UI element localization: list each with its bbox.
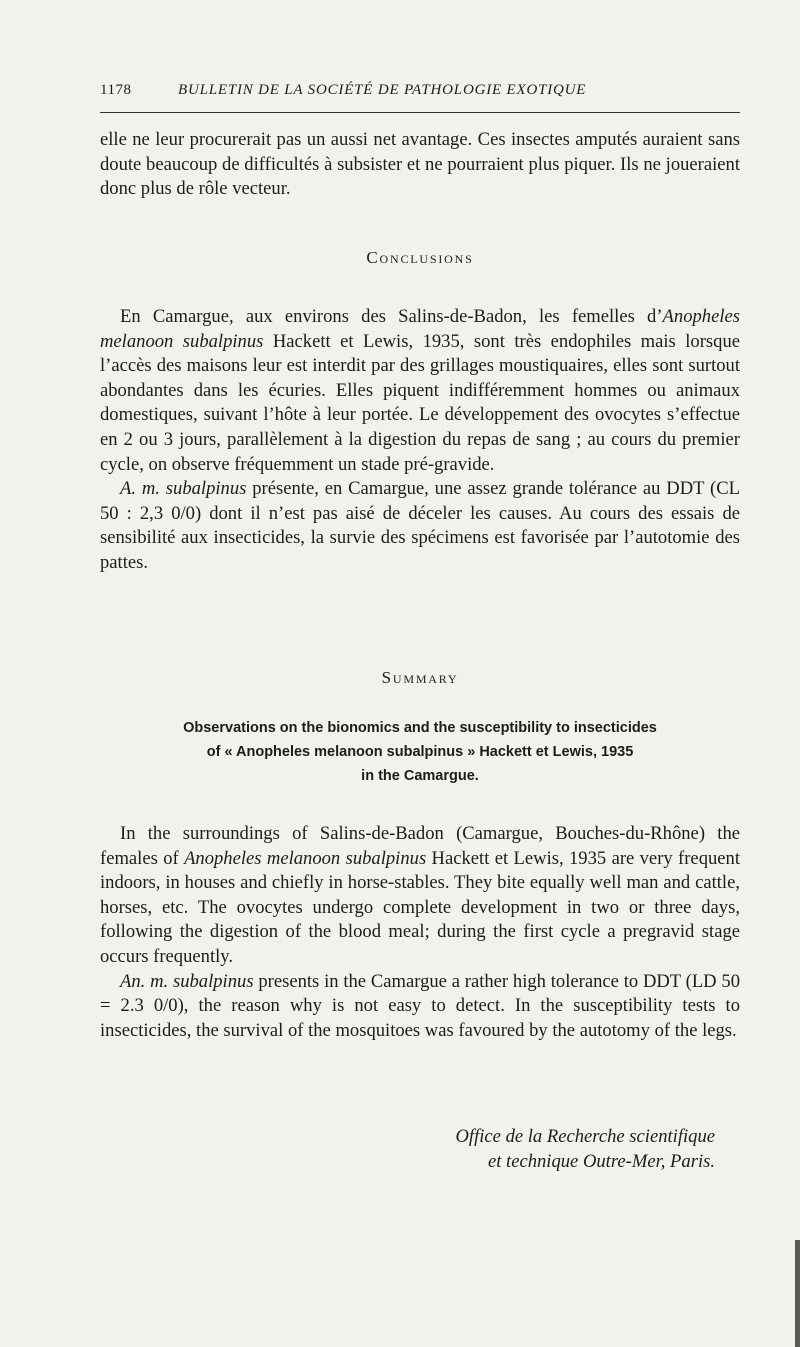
conclusions-paragraph-1 [100, 305, 740, 477]
intro-text: elle ne leur procurerait pas un aussi net avantage. Ces insectes amputés auraient sans doute beaucoup de difficultés à subsister et ne pourraient plus piquer. Ils ne joueraient donc plus de rôle vecteur. [100, 129, 740, 200]
affiliation-line-2: et technique Outre-Mer, Paris. [487, 1150, 715, 1172]
summary-title-line: Observations on the bionomics and the susceptibility to insecticides [183, 720, 657, 736]
summary-title-line: of « Anopheles melanoon subalpinus » Hackett et Lewis, 1935 [206, 744, 634, 760]
summary-heading: Summary [381, 668, 459, 687]
species-name: A. m. subalpinus [120, 478, 247, 500]
journal-title: BULLETIN DE LA SOCIÉTÉ DE PATHOLOGIE EXOTIQUE [178, 82, 587, 98]
running-header [100, 80, 740, 108]
page-number: 1178 [100, 82, 132, 98]
summary-paragraph-1 [100, 822, 740, 970]
text-run: presents in the Camargue a rather high tolerance to DDT (LD 50 = 2.3 0/0), the reason why is not easy to detect. In the susceptibility tests to insecticides, the survival of the mosquitoes was favoured by the autotomy of the legs. [100, 970, 740, 1041]
intro-paragraph [100, 128, 740, 202]
conclusions-paragraph-2 [100, 477, 740, 575]
species-name: Anopheles melanoon subalpinus [184, 847, 427, 869]
text-run: In the surroundings of Salins-de-Badon (Camargue, Bouches-du-Rhône) the females of [100, 823, 740, 869]
text-run: Hackett et Lewis, 1935 are very frequent indoors, in houses and chiefly in horse-stables. They bite equally well man and cattle, horses, etc. The ovocytes undergo complete development in two or three days, following the digestion of the blood meal; during the first cycle a pregravid stage occurs frequently. [100, 847, 740, 967]
summary-title [100, 716, 740, 788]
summary-title-line: in the Camargue. [361, 768, 479, 784]
affiliation [100, 1125, 715, 1174]
species-name: An. m. subalpinus [120, 970, 254, 992]
summary-paragraph-2 [100, 970, 740, 1044]
header-rule [100, 112, 740, 113]
page-edge-shadow [795, 1240, 800, 1347]
text-run: Hackett et Lewis, 1935, sont très endophiles mais lorsque l’accès des maisons leur est interdit par des grillages moustiquaires, elles sont surtout abondantes dans les écuries. Elles piquent indifféremment hommes ou animaux domestiques, suivant l’hôte à leur portée. Le développement des ovocytes s’effectue en 2 ou 3 jours, parallèlement à la digestion du repas de sang ; au cours du premier cycle, on observe fréquemment un stade pré-gravide. [100, 330, 740, 475]
text-run: présente, en Camargue, une assez grande tolérance au DDT (CL 50 : 2,3 0/0) dont il n’est pas aisé de déceler les causes. Au cours des essais de sensibilité aux insecticides, la survie des spécimens est favorisée par l’autotomie des pattes. [100, 478, 740, 573]
summary-body [100, 822, 740, 1043]
text-run: En Camargue, aux environs des Salins-de-Badon, les femelles d’ [120, 306, 663, 327]
conclusions-heading: Conclusions [366, 248, 474, 267]
conclusions-body [100, 305, 740, 576]
affiliation-line-1: Office de la Recherche scientifique [455, 1126, 715, 1147]
species-name: Anopheles melanoon subalpinus [100, 306, 740, 352]
